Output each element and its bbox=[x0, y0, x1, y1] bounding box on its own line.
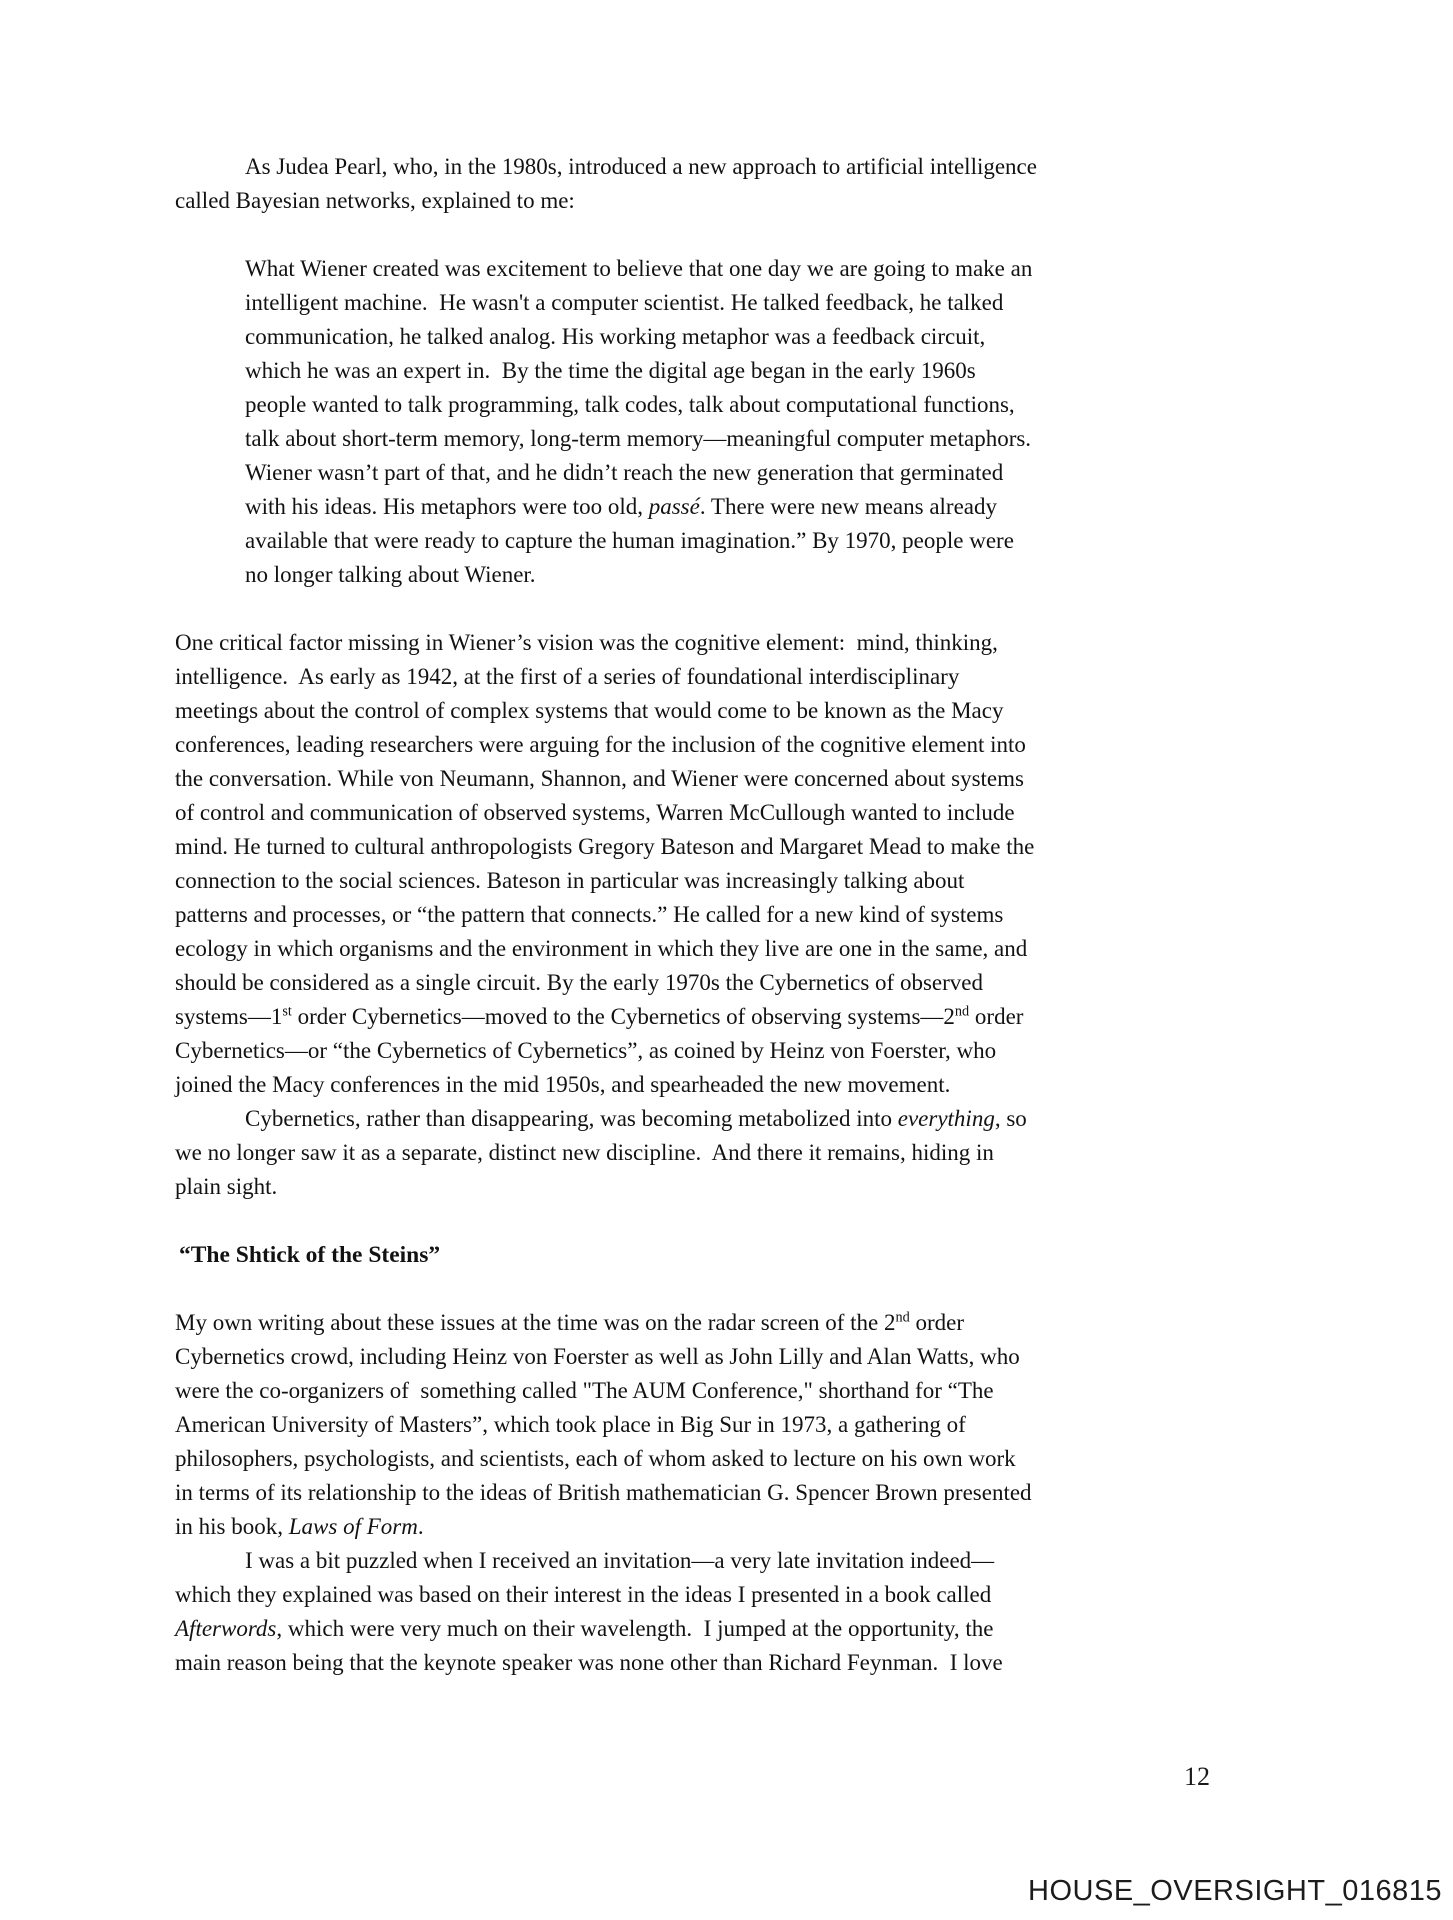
page-number: 12 bbox=[1184, 1762, 1210, 1791]
document-body bbox=[175, 150, 1043, 1714]
section-heading-shtick-of-the-steins: “The Shtick of the Steins” bbox=[179, 1242, 441, 1268]
paragraph-cybernetics-metabolized: Cybernetics, rather than disappearing, was becoming metabolized into everything, so we no longer saw it as a separate, distinct new discipline. And there it remains, hiding in plain sight. bbox=[175, 1106, 1033, 1199]
bates-stamp: HOUSE_OVERSIGHT_016815 bbox=[1028, 1875, 1442, 1907]
paragraph-judea-pearl-intro: As Judea Pearl, who, in the 1980s, introduced a new approach to artificial intelligence called Bayesian networks, explained to me: bbox=[175, 154, 1043, 213]
paragraph-invitation: I was a bit puzzled when I received an invitation—a very late invitation indeed—which they explained was based on their interest in the ideas I presented in a book called Afterwords, which were very much on their wavelength. I jumped at the opportunity, the main reason being that the keynote speaker was none other than Richard Feynman. I love bbox=[175, 1548, 1003, 1675]
paragraph-aum-conference: My own writing about these issues at the time was on the radar screen of the 2nd order Cybernetics crowd, including Heinz von Foerster as well as John Lilly and Alan Watts, who were the co-organizers of something called "The AUM Conference," shorthand for “The American University of Masters”, which took place in Big Sur in 1973, a gathering of philosophers, psychologists, and scientists, each of whom asked to lecture on his own work in terms of its relationship to the ideas of British mathematician G. Spencer Brown presented in his book, Laws of Form. bbox=[175, 1309, 1038, 1539]
block-quote-wiener: What Wiener created was excitement to believe that one day we are going to make an intelligent machine. He wasn't a computer scientist. He talked feedback, he talked communication, he talked analog. His working metaphor was a feedback circuit, which he was an expert in. By the time the digital age began in the early 1960s people wanted to talk programming, talk codes, talk about computational functions, talk about short-term memory, long-term memory—meaningful computer metaphors. Wiener wasn’t part of that, and he didn’t reach the new generation that germinated with his ideas. His metaphors were too old, passé. There were new means already available that were ready to capture the human imagination.” By 1970, people were no longer talking about Wiener. bbox=[245, 256, 1039, 587]
paragraph-critical-factor: One critical factor missing in Wiener’s vision was the cognitive element: mind, thinking, intelligence. As early as 1942, at the first of a series of foundational interdisciplinary meetings about the control of complex systems that would come to be known as the Macy conferences, leading researchers were arguing for the inclusion of the cognitive element into the conversation. While von Neumann, Shannon, and Wiener were concerned about systems of control and communication of observed systems, Warren McCullough wanted to include mind. He turned to cultural anthropologists Gregory Bateson and Margaret Mead to make the connection to the social sciences. Bateson in particular was increasingly talking about patterns and processes, or “the pattern that connects.” He called for a new kind of systems ecology in which organisms and the environment in which they live are one in the same, and should be considered as a single circuit. By the early 1970s the Cybernetics of observed systems—1st order Cybernetics—moved to the Cybernetics of observing systems—2nd order Cybernetics—or “the Cybernetics of Cybernetics”, as coined by Heinz von Foerster, who joined the Macy conferences in the mid 1950s, and spearheaded the new movement. bbox=[175, 630, 1041, 1097]
